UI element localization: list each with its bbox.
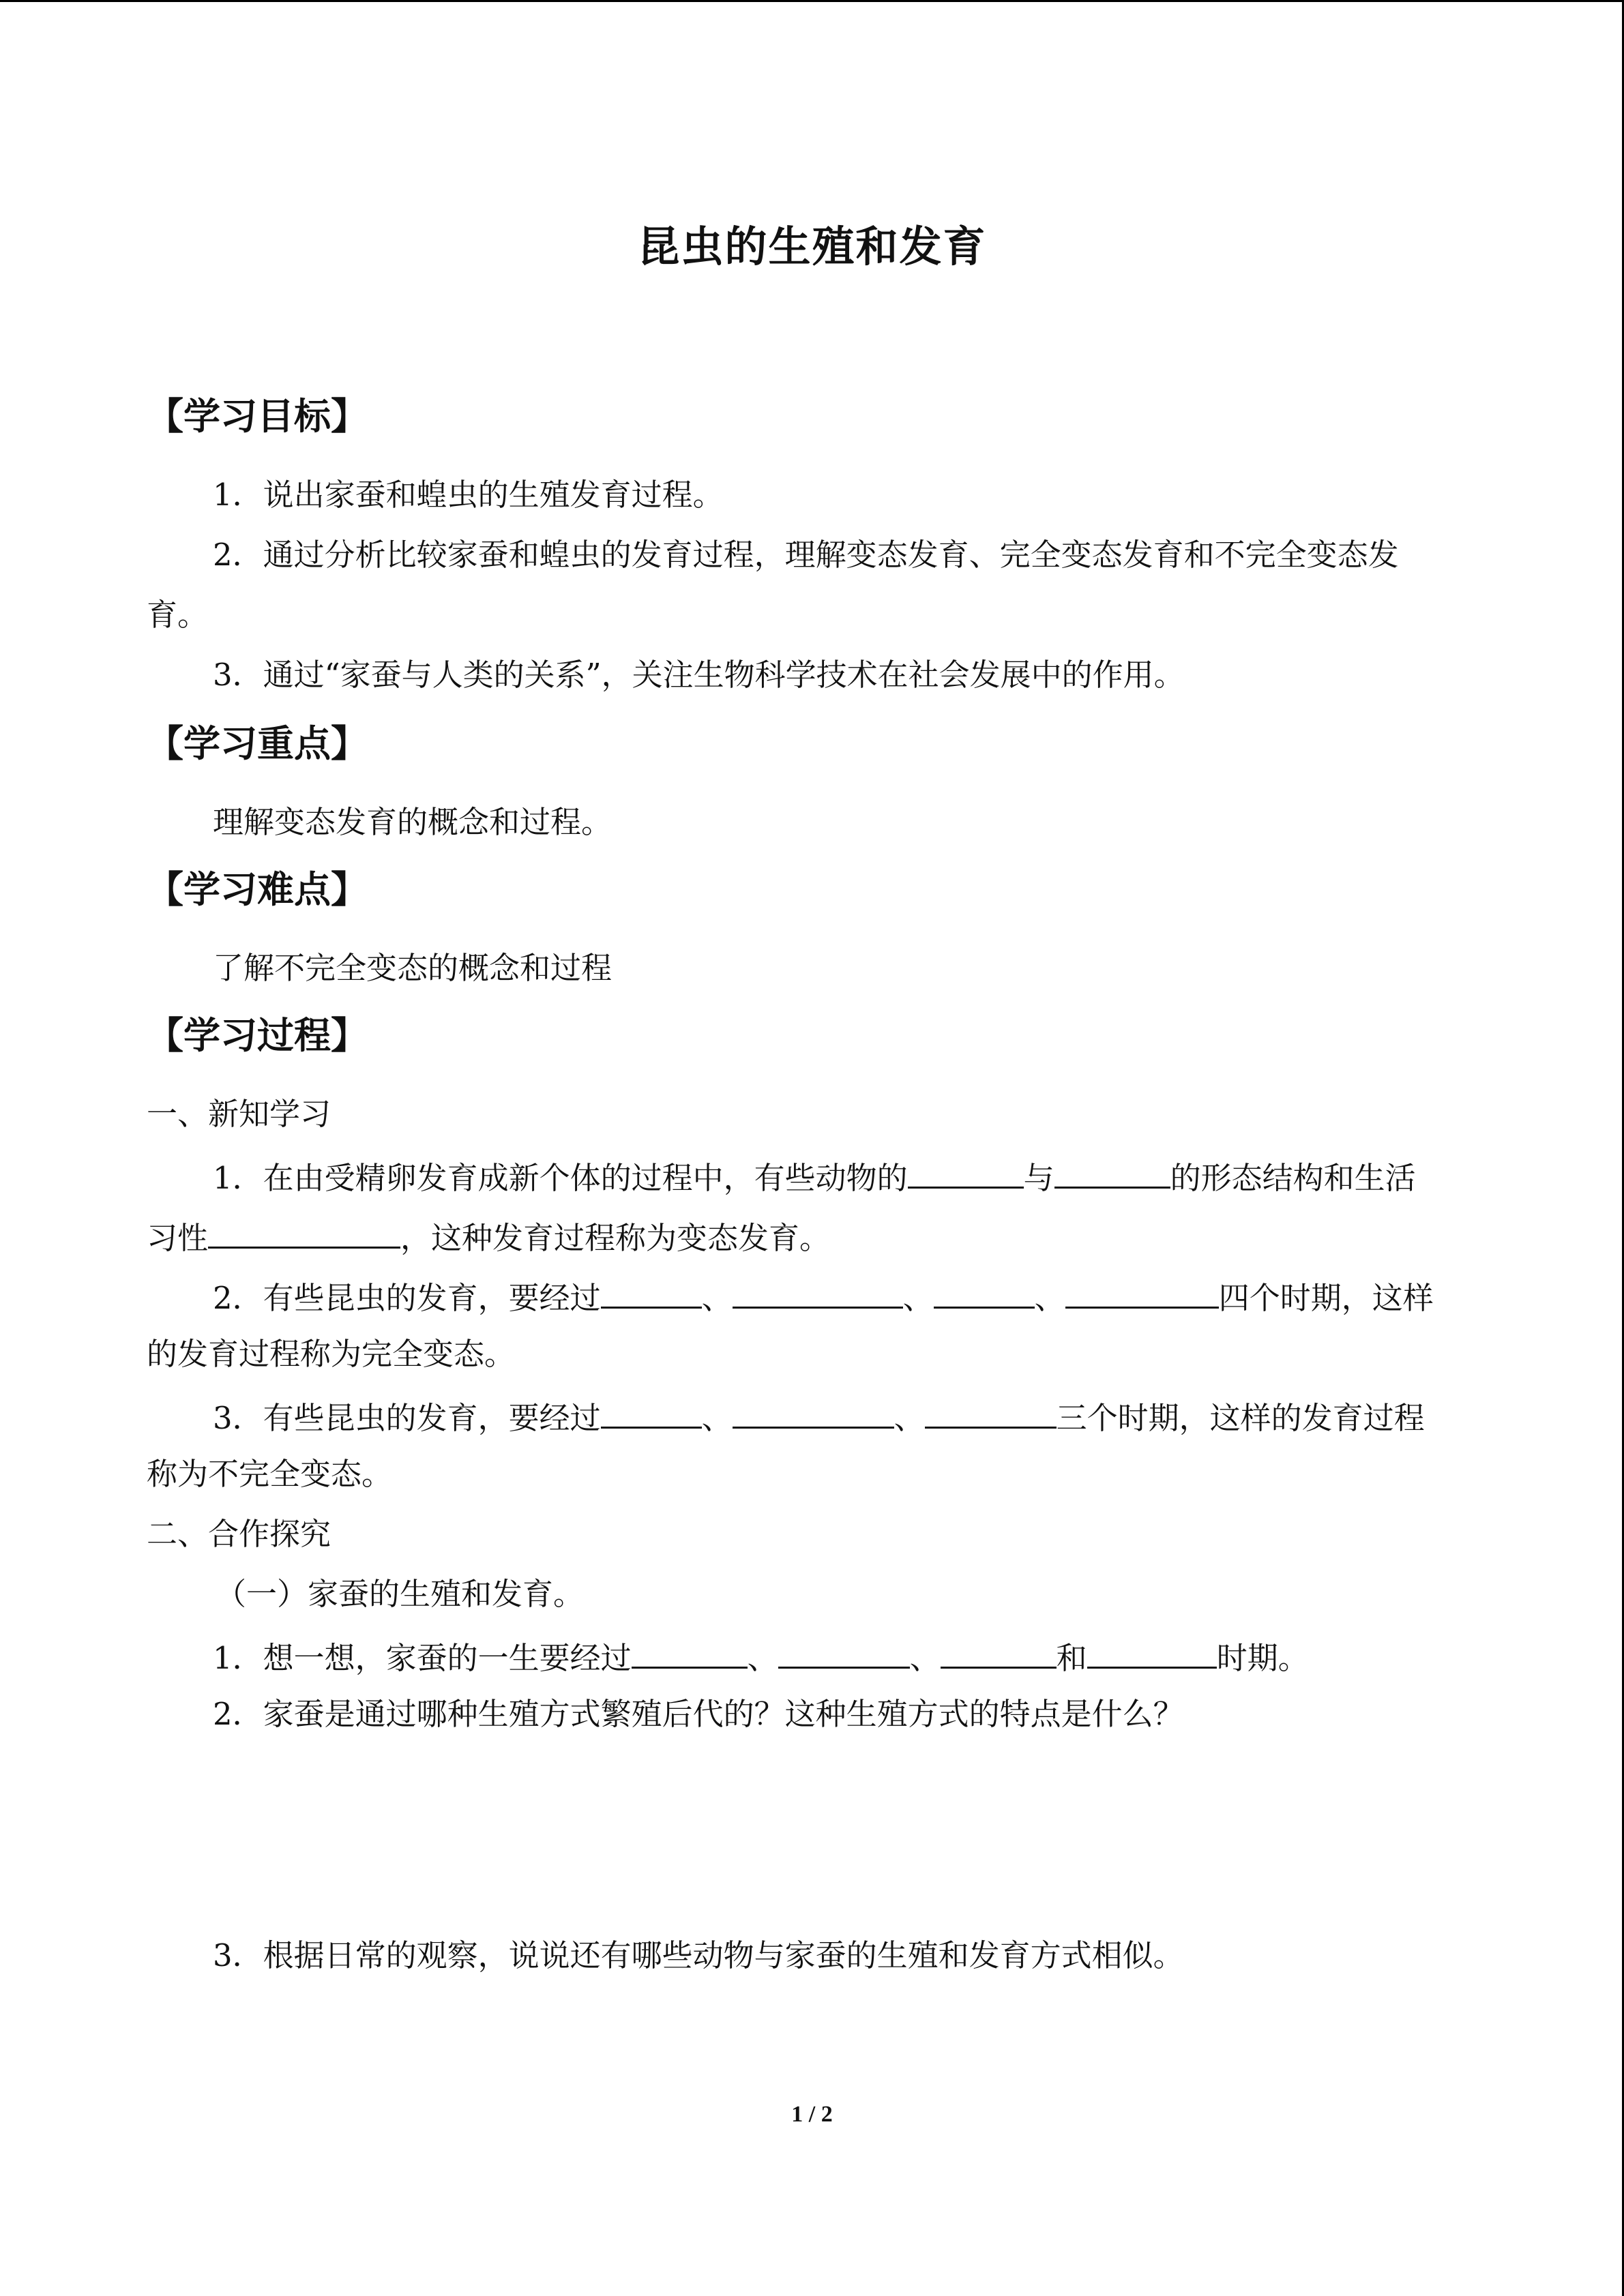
focus-text: 理解变态发育的概念和过程。 <box>213 804 612 840</box>
question-3-line-1 <box>213 1394 1425 1439</box>
inquiry-question-2: 2．家蚕是通过哪种生殖方式繁殖后代的？这种生殖方式的特点是什么？ <box>213 1696 1184 1732</box>
answer-blank[interactable] <box>1054 1154 1170 1189</box>
difficulty-heading: 【学习难点】 <box>147 868 368 911</box>
question-1-text-c: 的形态结构和生活 <box>1170 1160 1416 1196</box>
separator: 、 <box>701 1400 733 1436</box>
answer-blank[interactable] <box>941 1634 1057 1669</box>
goal-item-2-cont: 育。 <box>147 597 209 633</box>
separator: 、 <box>909 1640 941 1676</box>
process-heading: 【学习过程】 <box>147 1014 368 1057</box>
question-1-line-1 <box>213 1154 1416 1199</box>
answer-blank[interactable] <box>601 1274 702 1309</box>
goals-heading: 【学习目标】 <box>147 395 368 438</box>
inquiry-question-1 <box>213 1634 1309 1679</box>
subsection-1-title: （一）家蚕的生殖和发育。 <box>216 1576 585 1612</box>
answer-blank[interactable] <box>908 1154 1024 1189</box>
separator: 、 <box>902 1280 934 1316</box>
difficulty-text: 了解不完全变态的概念和过程 <box>213 950 612 986</box>
answer-blank[interactable] <box>934 1274 1035 1309</box>
separator: 、 <box>747 1640 778 1676</box>
section-2-title: 二、合作探究 <box>147 1516 331 1552</box>
page-title: 昆虫的生殖和发育 <box>637 222 987 271</box>
question-2-line-2: 的发育过程称为完全变态。 <box>147 1336 516 1372</box>
page-number: 1 / 2 <box>791 2102 833 2127</box>
goal-item-2: 2．通过分析比较家蚕和蝗虫的发育过程，理解变态发育、完全变态发育和不完全变态发 <box>213 537 1399 573</box>
question-2-text-a: 2．有些昆虫的发育，要经过 <box>213 1280 601 1316</box>
question-1-line-2 <box>147 1214 830 1259</box>
answer-blank[interactable] <box>733 1394 894 1429</box>
question-2-line-1 <box>213 1274 1434 1319</box>
answer-blank[interactable] <box>733 1274 903 1309</box>
inquiry-1-text-b: 时期。 <box>1216 1640 1309 1676</box>
separator: 、 <box>701 1280 733 1316</box>
question-3-text-a: 3．有些昆虫的发育，要经过 <box>213 1400 601 1436</box>
separator: 、 <box>894 1400 925 1436</box>
question-1-text-d: 习性 <box>147 1220 209 1256</box>
answer-blank[interactable] <box>778 1634 910 1669</box>
goal-item-3: 3．通过“家蚕与人类的关系”，关注生物科学技术在社会发展中的作用。 <box>213 657 1185 693</box>
answer-blank[interactable] <box>632 1634 748 1669</box>
inquiry-1-text-a: 1．想一想，家蚕的一生要经过 <box>213 1640 632 1676</box>
question-2-text-b: 四个时期，这样 <box>1218 1280 1434 1316</box>
inquiry-question-3: 3．根据日常的观察，说说还有哪些动物与家蚕的生殖和发育方式相似。 <box>213 1937 1184 1973</box>
question-1-text-b: 与 <box>1023 1160 1054 1196</box>
answer-blank[interactable] <box>1065 1274 1219 1309</box>
section-1-title: 一、新知学习 <box>147 1096 331 1132</box>
question-1-text-e: ，这种发育过程称为变态发育。 <box>400 1220 831 1256</box>
separator: 、 <box>1034 1280 1065 1316</box>
focus-heading: 【学习重点】 <box>147 722 368 765</box>
answer-blank[interactable] <box>601 1394 702 1429</box>
answer-blank[interactable] <box>1087 1634 1217 1669</box>
answer-blank[interactable] <box>925 1394 1057 1429</box>
goal-item-1: 1．说出家蚕和蝗虫的生殖发育过程。 <box>213 477 724 513</box>
question-1-text-a: 1．在由受精卵发育成新个体的过程中，有些动物的 <box>213 1160 908 1196</box>
question-3-line-2: 称为不完全变态。 <box>147 1456 393 1492</box>
page-border-top <box>0 0 1624 2</box>
answer-blank[interactable] <box>208 1214 400 1249</box>
conjunction: 和 <box>1056 1640 1087 1676</box>
question-3-text-b: 三个时期，这样的发育过程 <box>1056 1400 1425 1436</box>
